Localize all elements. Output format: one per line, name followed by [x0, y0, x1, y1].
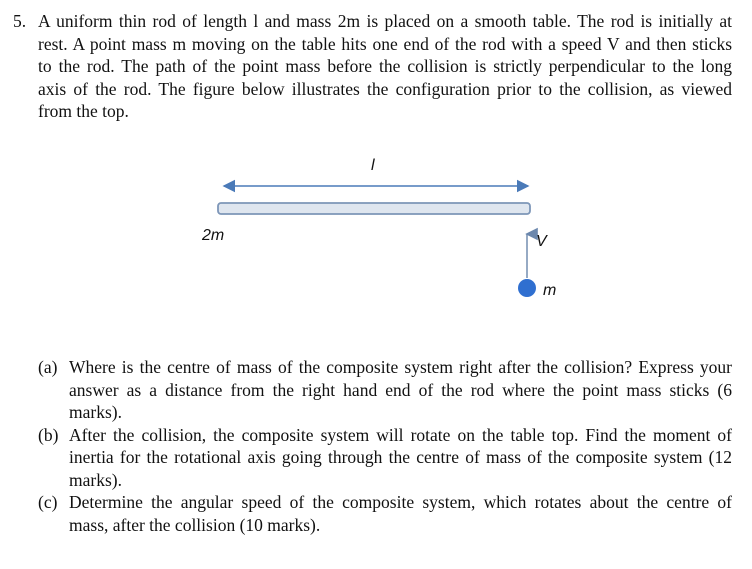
stem-line: axis of the rod. The figure below illustrates the configuration prior to the collision, as viewed: [38, 78, 732, 99]
part-label: (a): [38, 357, 58, 377]
question-number: 5.: [13, 11, 27, 31]
length-label: l: [371, 157, 375, 174]
part-line: marks).: [69, 402, 122, 422]
rod-collision-figure: [190, 150, 560, 310]
stem-line: to the rod. The path of the point mass before the collision is strictly perpendicular to the long: [38, 56, 732, 76]
part-c: [38, 491, 732, 536]
stem-line: rest. A point mass m moving on the table hits one end of the rod with a speed V and then sticks: [38, 33, 732, 54]
point-mass: [518, 279, 536, 297]
velocity-label: V: [536, 233, 547, 250]
part-line: After the collision, the composite system will rotate on the table top. Find the moment of: [69, 424, 732, 445]
stem-line: A uniform thin rod of length l and mass 2m is placed on a smooth table. The rod is initially at: [38, 11, 732, 31]
part-line: Where is the centre of mass of the composite system right after the collision? Express your: [69, 357, 732, 377]
part-label: (c): [38, 492, 58, 512]
part-label: (b): [38, 424, 59, 445]
rod-mass-label: 2m: [202, 227, 225, 244]
part-line: inertia for the rotational axis going through the centre of mass of the composite system (12: [69, 447, 732, 467]
rod: [218, 203, 530, 214]
part-line: mass, after the collision (10 marks).: [69, 514, 321, 535]
point-mass-label: m: [543, 282, 557, 299]
stem-line: from the top.: [38, 101, 129, 121]
part-b: [38, 424, 732, 492]
question-parts: [38, 356, 732, 536]
part-line: answer as a distance from the right hand end of the rod where the point mass sticks (6: [69, 379, 732, 400]
question-stem: [38, 10, 732, 123]
part-line: marks).: [69, 469, 122, 490]
part-line: Determine the angular speed of the composite system, which rotates about the centre of: [69, 492, 732, 512]
part-a: [38, 356, 732, 424]
